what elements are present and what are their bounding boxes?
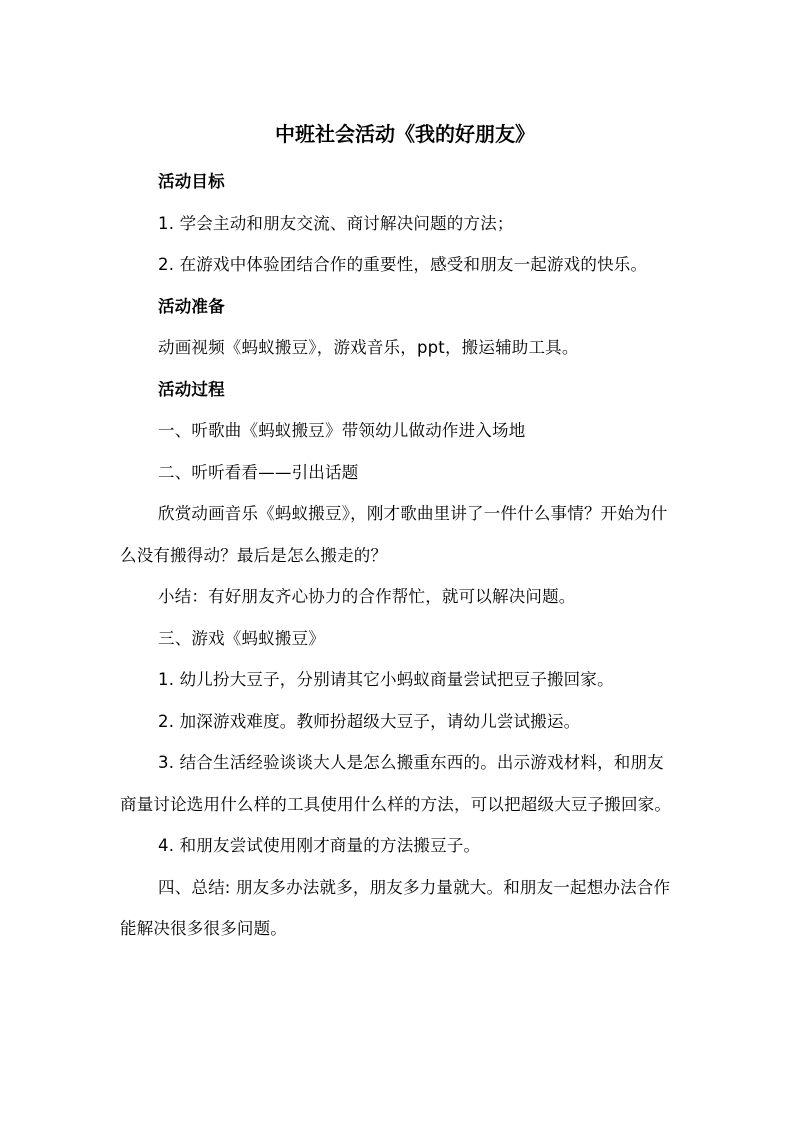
document-body <box>120 121 680 950</box>
section-heading-goals: 活动目标 <box>158 172 225 191</box>
paragraph: 欣赏动画音乐《蚂蚁搬豆》，刚才歌曲里讲了一件什么事情？开始为什么没有搬得动？最后是怎么搬走的？ <box>120 504 668 565</box>
paragraph: 1. 学会主动和朋友交流、商讨解决问题的方法； <box>158 213 514 233</box>
document-title: 中班社会活动《我的好朋友》 <box>275 122 535 146</box>
paragraph: 2. 加深游戏难度。教师扮超级大豆子，请幼儿尝试搬运。 <box>158 711 581 731</box>
section-heading-process: 活动过程 <box>158 379 225 399</box>
paragraph: 四、总结: 朋友多办法就多，朋友多力量就大。和朋友一起想办法合作能解决很多很多问题。 <box>120 877 671 938</box>
paragraph: 一、听歌曲《蚂蚁搬豆》带领幼儿做动作进入场地 <box>158 421 526 440</box>
section-heading-preparation: 活动准备 <box>158 296 225 316</box>
paragraph: 3. 结合生活经验谈谈大人是怎么搬重东西的。出示游戏材料，和朋友商量讨论选用什么样的工具使用什么样的方法，可以把超级大豆子搬回家。 <box>120 753 672 814</box>
paragraph: 三、游戏《蚂蚁搬豆》 <box>158 628 325 648</box>
paragraph: 动画视频《蚂蚁搬豆》，游戏音乐，ppt，搬运辅助工具。 <box>158 338 579 357</box>
paragraph: 4. 和朋友尝试使用刚才商量的方法搬豆子。 <box>158 836 481 855</box>
paragraph: 小结：有好朋友齐心协力的合作帮忙，就可以解决问题。 <box>158 587 576 606</box>
paragraph: 2. 在游戏中体验团结合作的重要性，感受和朋友一起游戏的快乐。 <box>158 255 648 274</box>
paragraph: 1. 幼儿扮大豆子，分别请其它小蚂蚁商量尝试把豆子搬回家。 <box>158 670 614 689</box>
paragraph: 二、听听看看——引出话题 <box>158 462 359 482</box>
